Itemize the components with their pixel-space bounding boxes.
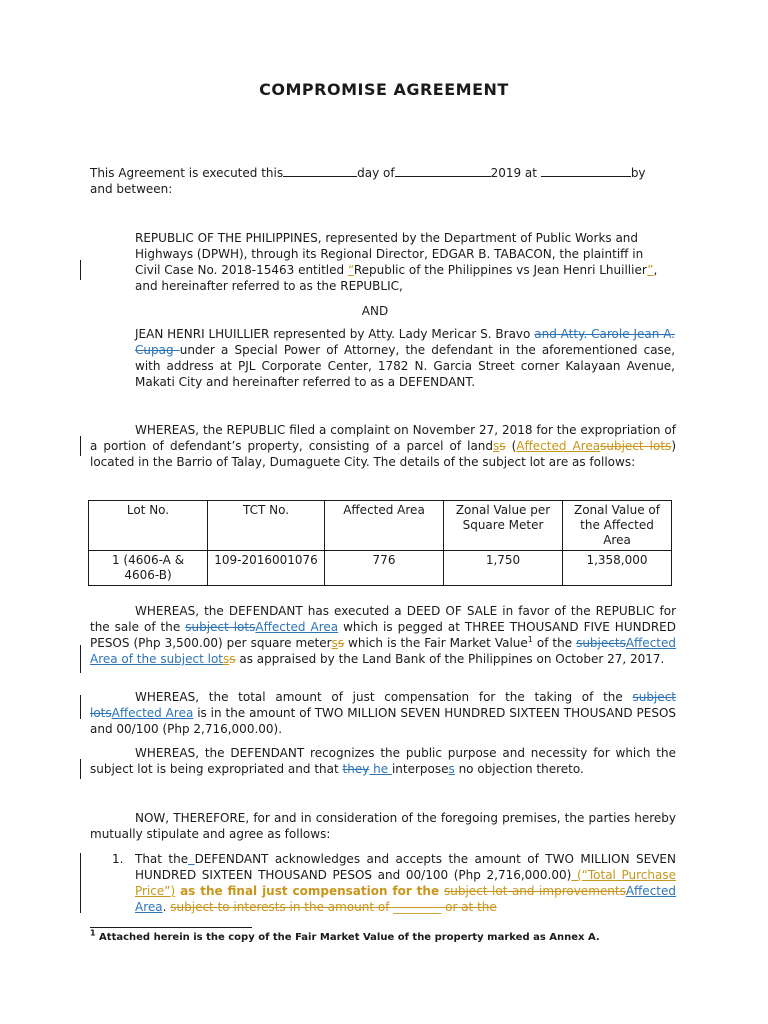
document-title: COMPROMISE AGREEMENT	[259, 80, 509, 99]
revision-insert: s	[448, 762, 455, 776]
footnote: $^1$ Attached herein is the copy of the Fair Market Value of the property marked as Annex A.	[90, 928, 600, 943]
whereas-deed-of-sale: WHEREAS, the DEFENDANT has executed a DEED OF SALE in favor of the REPUBLIC for the sale of the subject lotsAffected Area which is pegged at THREE THOUSAND FIVE HUNDRED PESOS (Php 3,500.00) per square meterss which is the Fair Market Value$^1$ of the subjectsAffected Area of the subject lotss as appraised by the Land Bank of the Philippines on October 27, 2017.	[90, 604, 676, 666]
table-header: Zonal Value per Square Meter	[444, 501, 563, 551]
footnote-reference[interactable]: 1	[527, 635, 533, 644]
revision-delete: subjects	[576, 636, 626, 650]
revision-delete: and Atty. Carole Jean A. Cupag	[135, 327, 676, 357]
revision-delete: subject to interests in the amount of ________ or at the	[170, 900, 497, 914]
revision-insert: s	[331, 636, 338, 650]
table-cell: 1,750	[444, 551, 563, 586]
footnote-mark: 1	[90, 928, 96, 938]
table-header: Zonal Value of the Affected Area	[563, 501, 672, 551]
table-cell: 1,358,000	[563, 551, 672, 586]
revision-insert: Affected Area	[255, 620, 339, 634]
revision-delete: subject lot and improvements	[444, 884, 626, 898]
revision-delete: they	[342, 762, 370, 776]
change-bar	[80, 436, 81, 456]
date-day-blank[interactable]	[283, 165, 357, 177]
item-number: 1.	[112, 852, 124, 866]
revision-insert: he	[369, 762, 392, 776]
and-label: AND	[361, 304, 389, 318]
whereas-complaint: WHEREAS, the REPUBLIC filed a complaint on November 27, 2018 for the expropriation of a portion of defendant’s property, consisting of a parcel of landss (Affected Areasubject lots) located in the Barrio of Talay, Dumaguete City. The details of the subject lot are as follows:	[90, 423, 676, 469]
party-republic: REPUBLIC OF THE PHILIPPINES, represented by the Department of Public Works and Highways (DPWH), through its Regional Director, EDGAR B. TABACON, the plaintiff in Civil Case No. 2018-15463 entitled “Republic of the Philippines vs Jean Henri Lhuillier”, and hereinafter referred to as the REPUBLIC,	[135, 231, 658, 293]
table-cell: 109-2016001076	[208, 551, 325, 586]
revision-delete: s	[229, 652, 236, 666]
now-therefore-paragraph: NOW, THEREFORE, for and in consideration of the foregoing premises, the parties hereby mutually stipulate and agree as follows:	[90, 811, 676, 841]
whereas-just-compensation: WHEREAS, the total amount of just compensation for the taking of the subject lotsAffected Area is in the amount of TWO MILLION SEVEN HUNDRED SIXTEEN THOUSAND PESOS and 00/100 (Php 2,716,000.00).	[90, 690, 677, 736]
date-month-blank[interactable]	[395, 165, 491, 177]
table-header: Lot No.	[89, 501, 208, 551]
table-header: TCT No.	[208, 501, 325, 551]
footnote-separator	[90, 927, 252, 928]
intro-paragraph: This Agreement is executed this day of 2019 at by and between:	[90, 166, 646, 196]
table-cell: 1 (4606-A & 4606-B)	[89, 551, 208, 586]
table-cell: 776	[325, 551, 444, 586]
place-blank[interactable]	[541, 165, 631, 177]
stipulation-item-1: That the DEFENDANT acknowledges and accepts the amount of TWO MILLION SEVEN HUNDRED SIXTEEN THOUSAND PESOS and 00/100 (Php 2,716,000.00) (“Total Purchase Price”) as the final just compensation for the subject lot and improvementsAffected Area. subject to interests in the amount of ________ or at the	[135, 852, 676, 914]
revision-insert: Affected Area	[516, 439, 601, 453]
party-defendant: JEAN HENRI LHUILLIER represented by Atty. Lady Mericar S. Bravo and Atty. Carole Jean A. Cupag under a Special Power of Attorney, the defendant in the aforementioned case, with address at PJL Corporate Center, 1782 N. Garcia Street corner Kalayaan Avenue, Makati City and hereinafter referred to as a DEFENDANT.	[135, 327, 676, 389]
lot-details-table	[88, 500, 672, 586]
revision-delete: subject lots	[90, 690, 676, 720]
change-bar	[80, 695, 81, 719]
change-bar	[80, 759, 81, 779]
revision-insert: (“Total Purchase Price”)	[135, 868, 676, 898]
change-bar	[80, 260, 81, 280]
revision-insert: Affected Area of the subject lot	[90, 636, 676, 666]
revision-format: as the final just compensation for the	[175, 884, 444, 898]
change-bar	[80, 645, 81, 673]
revision-delete: subject lots	[600, 439, 672, 453]
revision-insert: Affected Area	[135, 884, 676, 914]
revision-insert: “	[347, 263, 354, 277]
revision-insert: Affected Area	[111, 706, 194, 720]
revision-insert: s	[223, 652, 230, 666]
revision-delete: subject lots	[185, 620, 256, 634]
table-row	[89, 551, 672, 586]
table-header-row	[89, 501, 672, 551]
table-header: Affected Area	[325, 501, 444, 551]
change-bar	[80, 853, 81, 913]
whereas-no-objection: WHEREAS, the DEFENDANT recognizes the public purpose and necessity for which the subject lot is being expropriated and that they he interposes no objection thereto.	[90, 746, 676, 776]
revision-insert: ”	[647, 263, 654, 277]
revision-delete: s	[337, 636, 345, 650]
revision-delete: s	[499, 439, 506, 453]
revision-insert: s	[493, 439, 500, 453]
